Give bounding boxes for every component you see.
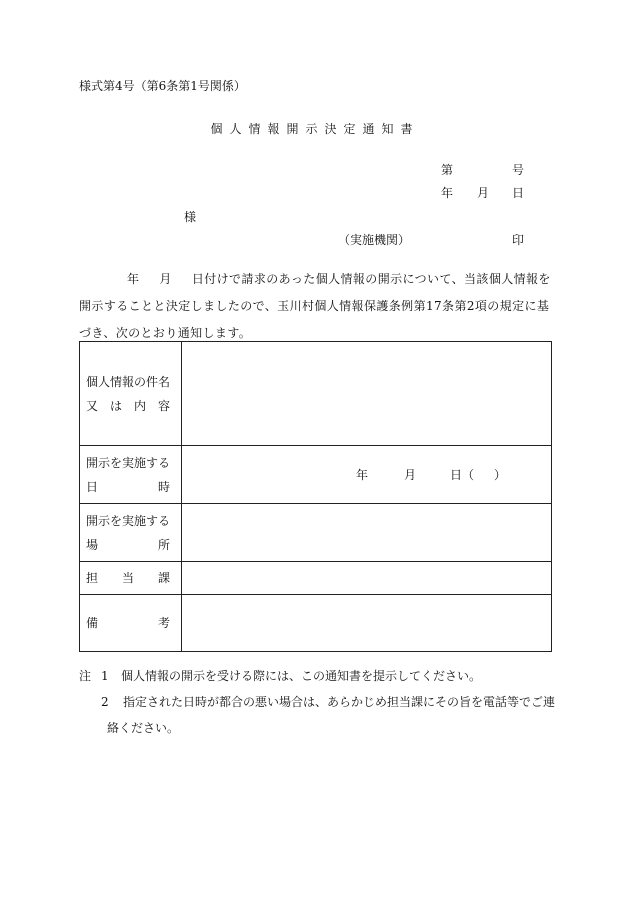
label-char: 課 (157, 571, 170, 585)
row-label (80, 446, 182, 504)
table-row (80, 342, 552, 446)
notes-section (79, 663, 559, 741)
label-line (86, 611, 170, 635)
when-month: 月 (404, 468, 417, 482)
table-row (80, 595, 552, 652)
table-row (80, 504, 552, 562)
body-year: 年 (127, 272, 140, 286)
note-number: 1 (101, 669, 109, 683)
remarks-cell[interactable] (182, 595, 552, 652)
form-number: 様式第4号（第6条第1号関係） (79, 79, 246, 93)
when-year: 年 (356, 468, 369, 482)
label-line: 開示を実施する (86, 513, 171, 528)
label-char: 備 (86, 616, 99, 630)
label-char: 又 (86, 398, 99, 413)
addressee-suffix: 様 (184, 210, 197, 224)
date-month: 月 (477, 186, 490, 200)
note-item-cont (79, 715, 559, 741)
body-paragraph (79, 266, 557, 347)
department-cell[interactable] (182, 562, 552, 595)
label-line (86, 394, 170, 418)
document-title: 個人情報開示決定通知書 (210, 122, 420, 136)
note-item (79, 663, 559, 689)
label-char: 考 (157, 616, 170, 630)
row-label (80, 504, 182, 562)
label-line (86, 475, 170, 499)
label-char: 担 (86, 571, 99, 585)
date-year: 年 (441, 186, 454, 200)
label-char: 所 (157, 537, 170, 552)
doc-number-suffix: 号 (512, 163, 525, 177)
label-char: 日 (86, 479, 99, 494)
label-char: 内 (133, 398, 146, 413)
table-row (80, 562, 552, 595)
row-label (80, 562, 182, 595)
datetime-cell[interactable] (182, 446, 552, 504)
note-text: 指定された日時が都合の悪い場合は、あらかじめ担当課にその旨を電話等でご連 (123, 695, 556, 709)
body-text-line1: 日付けで請求のあった個人情報の開示について、当該個人情報を開示 (79, 272, 551, 313)
body-month: 月 (159, 272, 172, 286)
row-label (80, 342, 182, 446)
label-char: は (109, 398, 122, 413)
body-text-rest: することと決定しましたので、玉川村個人情報保護条例第17条第2項の規定に基づき、次のとおり通知します。 (79, 299, 550, 340)
table-row (80, 446, 552, 504)
implementing-body: （実施機関） (338, 233, 411, 247)
label-char: 時 (157, 479, 170, 494)
doc-number-prefix: 第 (441, 163, 454, 177)
seal-mark: 印 (512, 233, 525, 247)
note-item (79, 689, 559, 715)
label-line: 開示を実施する (86, 455, 171, 470)
note-text-cont: 絡ください。 (107, 721, 180, 735)
label-line: 個人情報の件名 (86, 374, 171, 389)
subject-cell[interactable] (182, 342, 552, 446)
label-char: 当 (121, 571, 134, 585)
place-cell[interactable] (182, 504, 552, 562)
when-close: ） (494, 468, 507, 482)
note-number: 2 (101, 695, 109, 709)
note-text: 個人情報の開示を受ける際には、この通知書を提示してください。 (121, 669, 482, 683)
date-day: 日 (512, 186, 525, 200)
row-label (80, 595, 182, 652)
label-line (86, 566, 170, 590)
info-table (79, 341, 552, 652)
label-char: 場 (86, 537, 99, 552)
label-char: 容 (157, 398, 170, 413)
label-line (86, 533, 170, 557)
when-day: 日（ (450, 468, 475, 482)
note-mark: 注 (79, 669, 92, 683)
